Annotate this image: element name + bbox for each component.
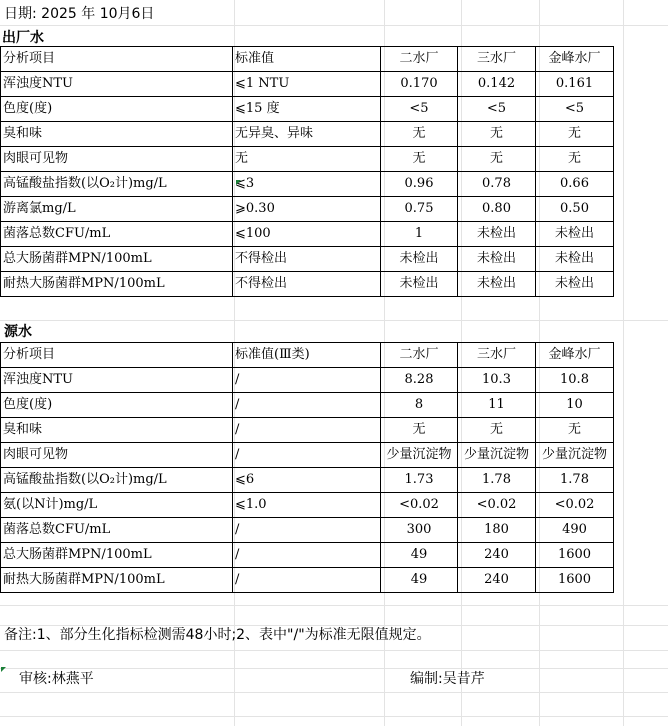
outlet-header-cell: 三水厂 — [458, 47, 536, 72]
outlet-item-cell: 总大肠菌群MPN/100mL — [1, 247, 233, 272]
source-value-cell: 240 — [458, 543, 536, 568]
source-standard-cell: / — [233, 518, 381, 543]
source-item-cell: 色度(度) — [1, 393, 233, 418]
source-value-cell: 1.73 — [381, 468, 458, 493]
editor-signature: 编制:吴昔芹 — [410, 671, 485, 687]
outlet-value-cell: <5 — [381, 97, 458, 122]
outlet-header-cell: 分析项目 — [1, 47, 233, 72]
footnote: 备注:1、部分生化指标检测需48小时;2、表中"/"为标准无限值规定。 — [4, 627, 431, 643]
source-item-cell: 总大肠菌群MPN/100mL — [1, 543, 233, 568]
source-row — [1, 568, 614, 593]
source-row — [1, 368, 614, 393]
outlet-item-cell: 色度(度) — [1, 97, 233, 122]
source-water-table — [0, 342, 614, 593]
source-value-cell: 1.78 — [536, 468, 614, 493]
source-value-cell: 8.28 — [381, 368, 458, 393]
source-value-cell: 少量沉淀物 — [458, 443, 536, 468]
outlet-row — [1, 72, 614, 97]
source-row — [1, 418, 614, 443]
source-value-cell: 无 — [458, 418, 536, 443]
source-value-cell: <0.02 — [536, 493, 614, 518]
source-header-cell: 金峰水厂 — [536, 343, 614, 368]
source-header-cell: 标准值(Ⅲ类) — [233, 343, 381, 368]
source-item-cell: 浑浊度NTU — [1, 368, 233, 393]
outlet-standard-cell: ⩽1 NTU — [233, 72, 381, 97]
reviewer-signature: 审核:林燕平 — [19, 671, 94, 687]
source-value-cell: 1600 — [536, 568, 614, 593]
source-standard-cell: / — [233, 368, 381, 393]
source-value-cell: 少量沉淀物 — [536, 443, 614, 468]
source-value-cell: 49 — [381, 543, 458, 568]
outlet-standard-cell: 不得检出 — [233, 272, 381, 297]
outlet-value-cell: <5 — [536, 97, 614, 122]
outlet-row — [1, 247, 614, 272]
source-row — [1, 543, 614, 568]
outlet-header-cell: 标准值 — [233, 47, 381, 72]
source-value-cell: 无 — [536, 418, 614, 443]
outlet-standard-cell: 无 — [233, 147, 381, 172]
outlet-value-cell: 未检出 — [458, 272, 536, 297]
outlet-standard-cell: ⩽100 — [233, 222, 381, 247]
outlet-item-cell: 游离氯mg/L — [1, 197, 233, 222]
outlet-item-cell: 臭和味 — [1, 122, 233, 147]
source-header-row — [1, 343, 614, 368]
source-standard-cell: / — [233, 443, 381, 468]
outlet-header-row — [1, 47, 614, 72]
outlet-row — [1, 272, 614, 297]
source-value-cell: 10.3 — [458, 368, 536, 393]
outlet-standard-cell: ⩽15 度 — [233, 97, 381, 122]
outlet-value-cell: 未检出 — [458, 222, 536, 247]
outlet-item-cell: 肉眼可见物 — [1, 147, 233, 172]
outlet-value-cell: 未检出 — [536, 222, 614, 247]
source-value-cell: 1.78 — [458, 468, 536, 493]
source-section-title: 源水 — [4, 324, 32, 340]
source-value-cell: 8 — [381, 393, 458, 418]
source-item-cell: 耐热大肠菌群MPN/100mL — [1, 568, 233, 593]
outlet-value-cell: <5 — [458, 97, 536, 122]
source-value-cell: <0.02 — [458, 493, 536, 518]
outlet-row — [1, 122, 614, 147]
outlet-section-title: 出厂水 — [2, 30, 44, 46]
outlet-row — [1, 97, 614, 122]
source-value-cell: 10 — [536, 393, 614, 418]
outlet-value-cell: 无 — [458, 122, 536, 147]
source-header-cell: 二水厂 — [381, 343, 458, 368]
source-row — [1, 393, 614, 418]
source-value-cell: 11 — [458, 393, 536, 418]
source-standard-cell: / — [233, 543, 381, 568]
outlet-value-cell: 无 — [536, 147, 614, 172]
outlet-value-cell: 0.50 — [536, 197, 614, 222]
outlet-value-cell: 0.75 — [381, 197, 458, 222]
report-date: 日期: 2025 年 10月6日 — [4, 6, 155, 22]
outlet-value-cell: 未检出 — [381, 272, 458, 297]
source-item-cell: 肉眼可见物 — [1, 443, 233, 468]
outlet-value-cell: 1 — [381, 222, 458, 247]
source-item-cell: 菌落总数CFU/mL — [1, 518, 233, 543]
cell-comment-marker — [236, 180, 241, 185]
source-value-cell: 490 — [536, 518, 614, 543]
outlet-value-cell: 0.96 — [381, 172, 458, 197]
outlet-row — [1, 222, 614, 247]
source-value-cell: 49 — [381, 568, 458, 593]
outlet-value-cell: 0.142 — [458, 72, 536, 97]
cell-comment-marker — [1, 667, 6, 672]
source-item-cell: 高锰酸盐指数(以O₂计)mg/L — [1, 468, 233, 493]
outlet-value-cell: 无 — [458, 147, 536, 172]
source-row — [1, 468, 614, 493]
outlet-header-cell: 金峰水厂 — [536, 47, 614, 72]
outlet-row — [1, 197, 614, 222]
source-value-cell: 少量沉淀物 — [381, 443, 458, 468]
source-standard-cell: / — [233, 393, 381, 418]
source-header-cell: 分析项目 — [1, 343, 233, 368]
source-standard-cell: / — [233, 568, 381, 593]
source-value-cell: 180 — [458, 518, 536, 543]
outlet-value-cell: 未检出 — [458, 247, 536, 272]
outlet-value-cell: 无 — [536, 122, 614, 147]
outlet-item-cell: 浑浊度NTU — [1, 72, 233, 97]
source-row — [1, 443, 614, 468]
outlet-standard-cell: ⩽3 — [233, 172, 381, 197]
source-value-cell: 10.8 — [536, 368, 614, 393]
outlet-value-cell: 0.66 — [536, 172, 614, 197]
outlet-header-cell: 二水厂 — [381, 47, 458, 72]
source-standard-cell: ⩽6 — [233, 468, 381, 493]
outlet-value-cell: 未检出 — [536, 247, 614, 272]
outlet-value-cell: 无 — [381, 147, 458, 172]
source-item-cell: 氨(以N计)mg/L — [1, 493, 233, 518]
outlet-item-cell: 高锰酸盐指数(以O₂计)mg/L — [1, 172, 233, 197]
source-value-cell: <0.02 — [381, 493, 458, 518]
outlet-value-cell: 无 — [381, 122, 458, 147]
source-item-cell: 臭和味 — [1, 418, 233, 443]
source-value-cell: 300 — [381, 518, 458, 543]
outlet-value-cell: 未检出 — [381, 247, 458, 272]
outlet-value-cell: 未检出 — [536, 272, 614, 297]
source-row — [1, 518, 614, 543]
outlet-value-cell: 0.161 — [536, 72, 614, 97]
outlet-standard-cell: ⩾0.30 — [233, 197, 381, 222]
source-value-cell: 240 — [458, 568, 536, 593]
outlet-row — [1, 172, 614, 197]
source-standard-cell: / — [233, 418, 381, 443]
source-standard-cell: ⩽1.0 — [233, 493, 381, 518]
source-value-cell: 无 — [381, 418, 458, 443]
source-row — [1, 493, 614, 518]
outlet-item-cell: 耐热大肠菌群MPN/100mL — [1, 272, 233, 297]
outlet-standard-cell: 无异臭、异味 — [233, 122, 381, 147]
outlet-value-cell: 0.78 — [458, 172, 536, 197]
outlet-water-table — [0, 46, 614, 297]
outlet-row — [1, 147, 614, 172]
source-header-cell: 三水厂 — [458, 343, 536, 368]
outlet-value-cell: 0.80 — [458, 197, 536, 222]
outlet-value-cell: 0.170 — [381, 72, 458, 97]
source-value-cell: 1600 — [536, 543, 614, 568]
outlet-item-cell: 菌落总数CFU/mL — [1, 222, 233, 247]
outlet-standard-cell: 不得检出 — [233, 247, 381, 272]
